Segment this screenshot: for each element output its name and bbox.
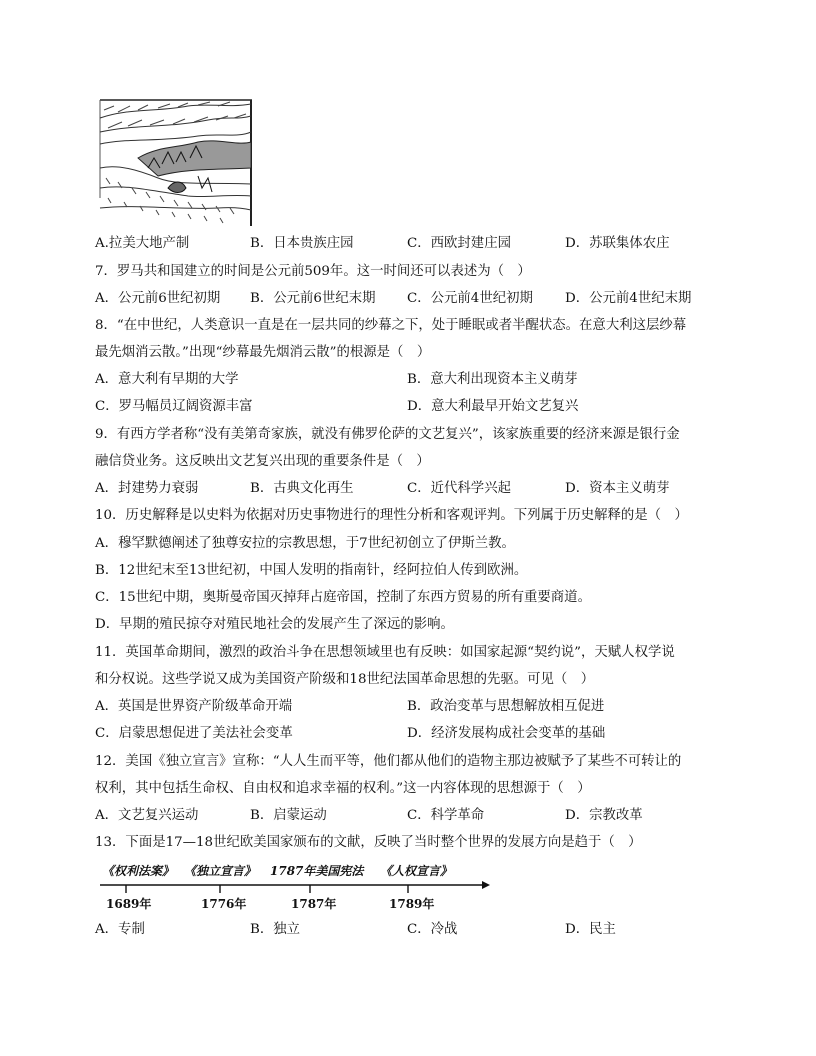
q9-option-b: B．古典文化再生 — [250, 481, 354, 496]
field-sketch-image — [98, 98, 254, 226]
timeline-year-4: 1789年 — [389, 897, 435, 911]
q12-stem-line1: 12．美国《独立宣言》宣称：“人人生而平等，他们都从他们的造物主那边被赋予了某些不可转让的 — [95, 754, 682, 769]
timeline-arrow-icon — [482, 881, 490, 889]
q8-option-c: C．罗马幅员辽阔资源丰富 — [95, 399, 253, 414]
q8-option-b: B．意大利出现资本主义萌芽 — [407, 372, 578, 387]
q7-option-b: B．公元前6世纪末期 — [250, 291, 376, 306]
q6-option-c: C．西欧封建庄园 — [407, 236, 511, 251]
q12-stem-line2: 权利，其中包括生命权、自由权和追求幸福的权利。”这一内容体现的思想源于（ ） — [95, 781, 591, 796]
timeline-year-3: 1787年 — [291, 897, 337, 911]
q7-option-d: D．公元前4世纪末期 — [565, 291, 692, 306]
q13-option-a: A．专制 — [95, 922, 145, 937]
q10-stem: 10．历史解释是以史料为依据对历史事物进行的理性分析和客观评判。下列属于历史解释的是（ ） — [95, 508, 688, 523]
q6-option-d: D．苏联集体农庄 — [565, 236, 670, 251]
q11-option-a: A．英国是世界资产阶级革命开端 — [95, 699, 293, 714]
q9-option-d: D．资本主义萌芽 — [565, 481, 670, 496]
q12-option-a: A．文艺复兴运动 — [95, 808, 199, 823]
timeline-document-2: 《独立宣言》 — [184, 864, 257, 878]
q8-option-d: D．意大利最早开始文艺复兴 — [407, 399, 579, 414]
q11-stem-line1: 11．英国革命期间，激烈的政治斗争在思想领域里也有反映：如国家起源“契约说”，天赋人权学说 — [95, 645, 675, 660]
q7-option-c: C．公元前4世纪初期 — [407, 291, 533, 306]
q10-option-a: A．穆罕默德阐述了独尊安拉的宗教思想，于7世纪初创立了伊斯兰教。 — [95, 536, 515, 551]
timeline-document-1: 《权利法案》 — [102, 864, 175, 878]
q11-option-c: C．启蒙思想促进了美法社会变革 — [95, 726, 293, 741]
documents-timeline — [98, 858, 498, 918]
q12-option-c: C．科学革命 — [407, 808, 485, 823]
q13-option-b: B．独立 — [250, 922, 301, 937]
q8-stem-line2: 最先烟消云散。”出现“纱幕最先烟消云散”的根源是（ ） — [95, 345, 431, 360]
timeline-year-1: 1689年 — [106, 897, 152, 911]
q8-stem-line1: 8．“在中世纪，人类意识一直是在一层共同的纱幕之下，处于睡眠或者半醒状态。在意大利这层纱幕 — [95, 318, 687, 333]
q11-stem-line2: 和分权说。这些学说又成为美国资产阶级和18世纪法国革命思想的先驱。可见（ ） — [95, 672, 595, 687]
q10-option-c: C．15世纪中期，奥斯曼帝国灭掉拜占庭帝国，控制了东西方贸易的所有重要商道。 — [95, 590, 591, 605]
timeline-year-2: 1776年 — [201, 897, 247, 911]
q6-option-b: B．日本贵族庄园 — [250, 236, 354, 251]
q7-option-a: A．公元前6世纪初期 — [95, 291, 221, 306]
q11-option-d: D．经济发展构成社会变革的基础 — [407, 726, 606, 741]
q13-option-c: C．冷战 — [407, 922, 458, 937]
q10-option-b: B．12世纪末至13世纪初，中国人发明的指南针，经阿拉伯人传到欧洲。 — [95, 563, 528, 578]
q6-option-a: A.拉美大地产制 — [95, 236, 190, 251]
q9-option-a: A．封建势力衰弱 — [95, 481, 199, 496]
q9-stem-line1: 9．有西方学者称“没有美第奇家族，就没有佛罗伦萨的文艺复兴”，该家族重要的经济来源是银行金 — [95, 427, 680, 442]
q13-option-d: D．民主 — [565, 922, 616, 937]
q12-option-d: D．宗教改革 — [565, 808, 643, 823]
q8-option-a: A．意大利有早期的大学 — [95, 372, 239, 387]
q10-option-d: D．早期的殖民掠夺对殖民地社会的发展产生了深远的影响。 — [95, 617, 454, 632]
timeline-document-3: 1787年美国宪法 — [270, 864, 364, 878]
q7-stem: 7．罗马共和国建立的时间是公元前509年。这一时间还可以表述为（ ） — [95, 264, 531, 279]
timeline-document-4: 《人权宣言》 — [380, 864, 453, 878]
q9-option-c: C．近代科学兴起 — [407, 481, 511, 496]
q12-option-b: B．启蒙运动 — [250, 808, 327, 823]
q13-stem: 13．下面是17—18世纪欧美国家颁布的文献，反映了当时整个世界的发展方向是趋于（ ） — [95, 835, 642, 850]
q11-option-b: B．政治变革与思想解放相互促进 — [407, 699, 605, 714]
q9-stem-line2: 融信贷业务。这反映出文艺复兴出现的重要条件是（ ） — [95, 454, 430, 469]
